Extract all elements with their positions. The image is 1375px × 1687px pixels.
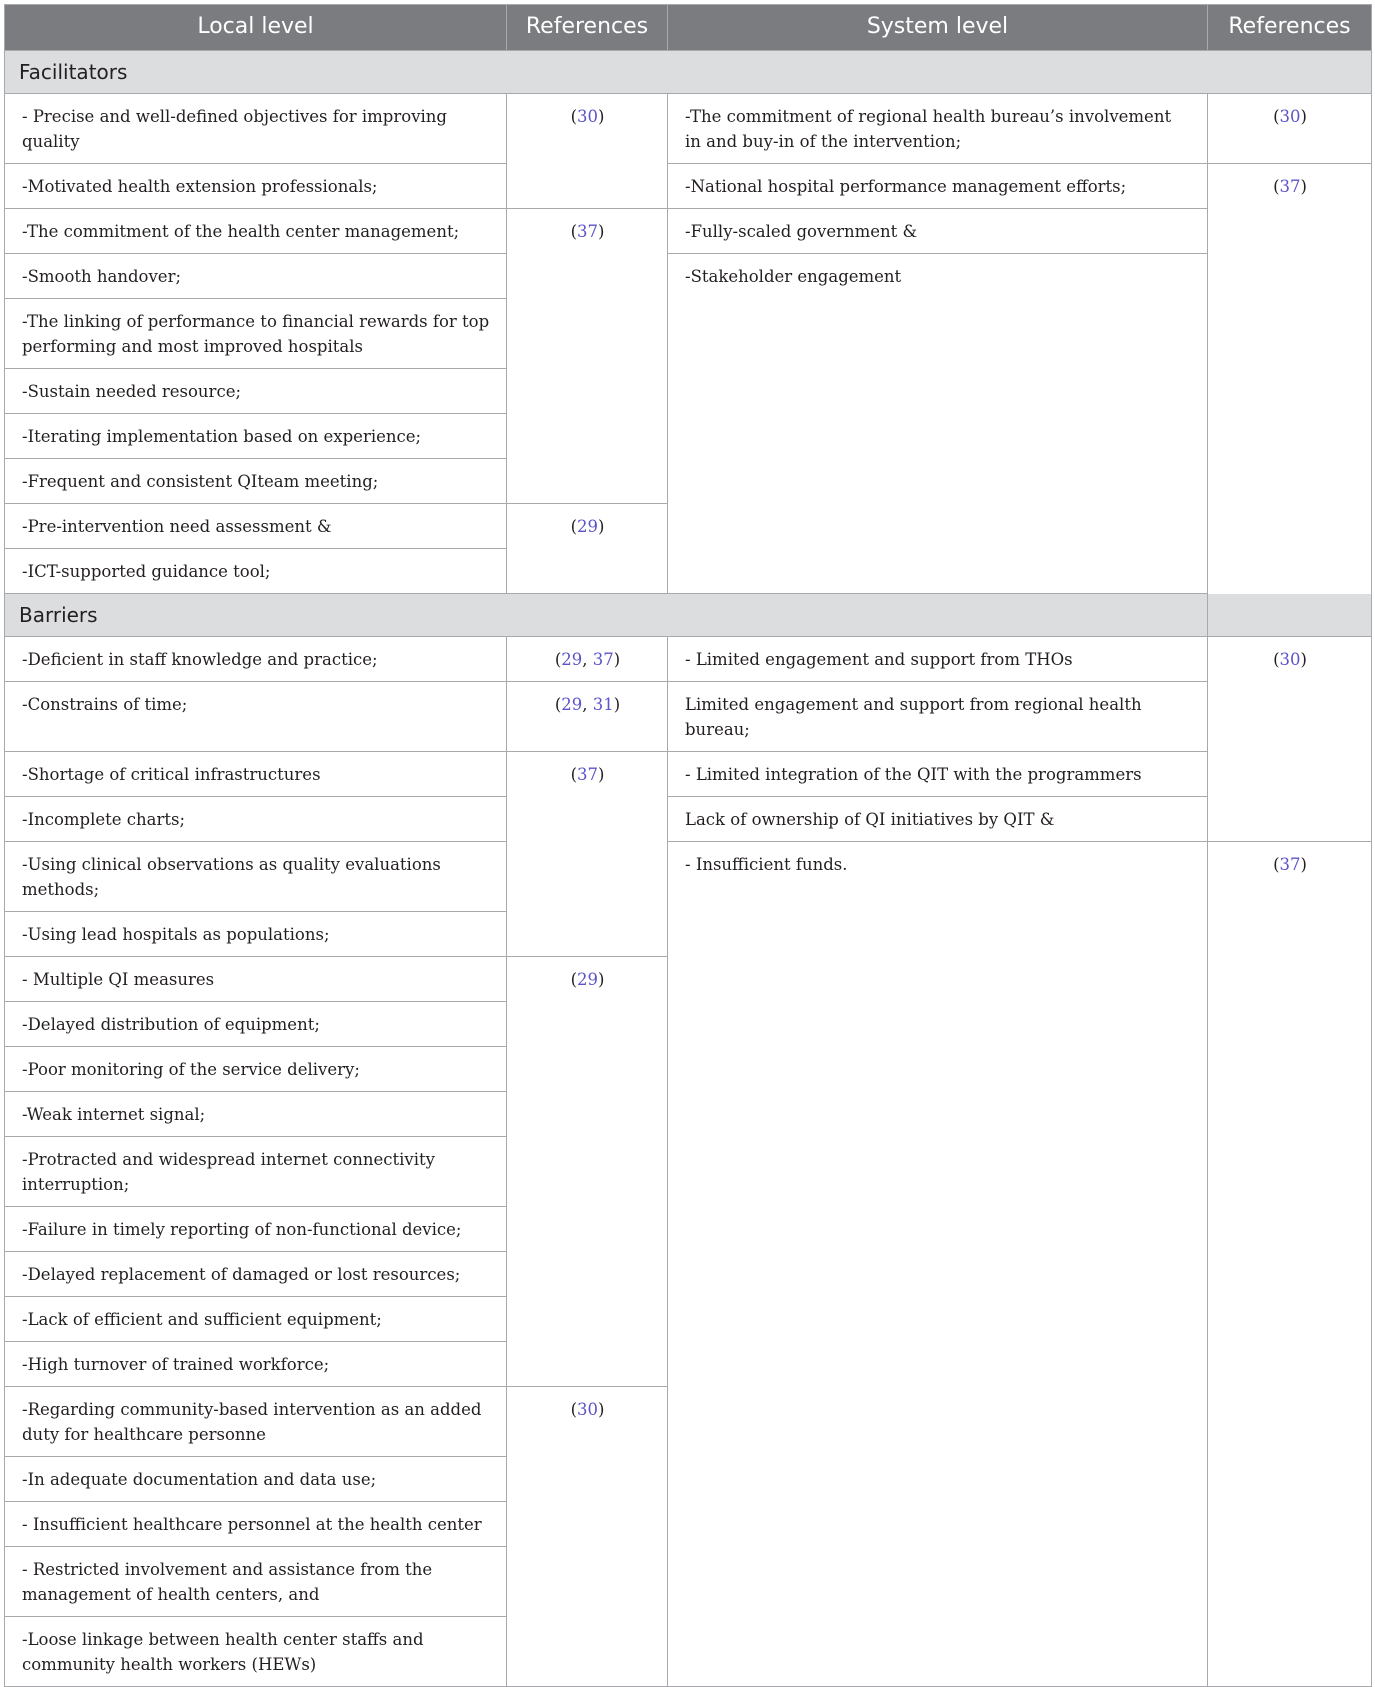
local-barrier: -Poor monitoring of the service delivery; (5, 1047, 507, 1092)
reference-paren-close: ) (598, 765, 605, 784)
reference-cell (507, 957, 668, 1387)
reference-paren-open: ( (570, 1400, 577, 1419)
reference-paren-open: ( (1273, 107, 1280, 126)
system-barrier: - Insufficient funds. (668, 842, 1208, 1687)
header-row (5, 5, 1372, 51)
system-facilitator: -Fully-scaled government & (668, 209, 1208, 254)
local-barrier: -Lack of efficient and sufficient equipment; (5, 1297, 507, 1342)
local-barrier: -Using lead hospitals as populations; (5, 912, 507, 957)
reference-link[interactable]: 30 (1279, 650, 1301, 669)
local-barrier: - Insufficient healthcare personnel at the health center (5, 1502, 507, 1547)
reference-cell (1208, 94, 1372, 164)
reference-paren-open: ( (554, 695, 562, 714)
local-facilitator: -ICT-supported guidance tool; (5, 549, 507, 594)
table-row (5, 682, 1372, 752)
local-facilitator: -Smooth handover; (5, 254, 507, 299)
table-row (5, 209, 1372, 254)
system-barrier: - Limited integration of the QIT with the programmers (668, 752, 1208, 797)
reference-paren-close: ) (598, 970, 605, 989)
reference-link[interactable]: 30 (577, 1400, 598, 1419)
local-barrier: - Restricted involvement and assistance from the management of health centers, and (5, 1547, 507, 1617)
local-barrier: -Incomplete charts; (5, 797, 507, 842)
reference-link[interactable]: 37 (577, 222, 598, 241)
reference-paren-open: ( (1273, 177, 1280, 196)
local-facilitator: -Pre-intervention need assessment & (5, 504, 507, 549)
reference-cell (1208, 164, 1372, 637)
reference-cell (507, 1387, 668, 1687)
reference-cell (507, 504, 668, 594)
reference-paren-open: ( (570, 222, 577, 241)
header-references-local: References (507, 5, 668, 51)
system-facilitator: -Stakeholder engagement (668, 254, 1208, 594)
section-title-barriers: Barriers (5, 594, 1372, 637)
local-barrier: -Deficient in staff knowledge and practice; (5, 637, 507, 682)
reference-paren-close: ) (1300, 177, 1307, 196)
local-facilitator: - Precise and well-defined objectives for improving quality (5, 94, 507, 164)
reference-separator: , (582, 695, 593, 714)
local-facilitator: -Iterating implementation based on experience; (5, 414, 507, 459)
reference-link[interactable]: 37 (1279, 855, 1301, 874)
reference-cell (507, 94, 668, 209)
local-facilitator: -The linking of performance to financial rewards for top performing and most improved hospitals (5, 299, 507, 369)
table-row (5, 752, 1372, 797)
reference-cell (1208, 637, 1372, 842)
table-row (5, 254, 1372, 299)
header-local-level: Local level (5, 5, 507, 51)
reference-paren-close: ) (1300, 650, 1307, 669)
reference-paren-close: ) (613, 650, 621, 669)
local-barrier: -Constrains of time; (5, 682, 507, 752)
local-barrier: -Weak internet signal; (5, 1092, 507, 1137)
reference-paren-close: ) (598, 222, 605, 241)
reference-separator: , (582, 650, 593, 669)
reference-paren-close: ) (613, 695, 621, 714)
table-container (4, 4, 1371, 1687)
reference-link[interactable]: 37 (592, 650, 614, 669)
reference-paren-close: ) (598, 517, 605, 536)
header-system-level: System level (668, 5, 1208, 51)
local-facilitator: -Frequent and consistent QIteam meeting; (5, 459, 507, 504)
section-row-facilitators (5, 51, 1372, 94)
local-barrier: -Shortage of critical infrastructures (5, 752, 507, 797)
local-facilitator: -Motivated health extension professionals; (5, 164, 507, 209)
reference-paren-open: ( (1273, 855, 1280, 874)
local-barrier: -In adequate documentation and data use; (5, 1457, 507, 1502)
reference-cell (1208, 842, 1372, 1687)
local-barrier: -Delayed replacement of damaged or lost resources; (5, 1252, 507, 1297)
table-row (5, 94, 1372, 164)
system-barrier: - Limited engagement and support from THOs (668, 637, 1208, 682)
section-row-barriers (5, 594, 1372, 637)
reference-paren-open: ( (570, 517, 577, 536)
reference-cell (507, 682, 668, 752)
table-row (5, 164, 1372, 209)
reference-paren-open: ( (570, 970, 577, 989)
reference-cell (507, 752, 668, 957)
reference-link[interactable]: 31 (592, 695, 614, 714)
reference-paren-open: ( (554, 650, 562, 669)
reference-cell (507, 209, 668, 504)
reference-cell (507, 637, 668, 682)
local-facilitator: -The commitment of the health center management; (5, 209, 507, 254)
facilitators-barriers-table (4, 4, 1372, 1687)
table-row (5, 842, 1372, 912)
local-facilitator: -Sustain needed resource; (5, 369, 507, 414)
reference-link[interactable]: 30 (1279, 107, 1301, 126)
reference-paren-close: ) (1300, 107, 1307, 126)
reference-link[interactable]: 29 (577, 517, 598, 536)
table-row (5, 797, 1372, 842)
local-barrier: -Using clinical observations as quality evaluations methods; (5, 842, 507, 912)
reference-paren-close: ) (598, 107, 605, 126)
local-barrier: -Delayed distribution of equipment; (5, 1002, 507, 1047)
reference-paren-close: ) (598, 1400, 605, 1419)
header-references-system: References (1208, 5, 1372, 51)
system-facilitator: -National hospital performance management efforts; (668, 164, 1208, 209)
system-facilitator: -The commitment of regional health bureau’s involvement in and buy-in of the intervention; (668, 94, 1208, 164)
reference-link[interactable]: 29 (577, 970, 598, 989)
reference-paren-open: ( (1273, 650, 1280, 669)
reference-link[interactable]: 29 (561, 695, 583, 714)
table-row (5, 637, 1372, 682)
local-barrier: - Multiple QI measures (5, 957, 507, 1002)
reference-link[interactable]: 37 (1279, 177, 1301, 196)
reference-paren-open: ( (570, 765, 577, 784)
reference-paren-open: ( (570, 107, 577, 126)
local-barrier: -Loose linkage between health center staffs and community health workers (HEWs) (5, 1617, 507, 1687)
reference-paren-close: ) (1300, 855, 1307, 874)
reference-link[interactable]: 37 (577, 765, 598, 784)
system-barrier: Limited engagement and support from regional health bureau; (668, 682, 1208, 752)
local-barrier: -Failure in timely reporting of non-functional device; (5, 1207, 507, 1252)
reference-link[interactable]: 29 (561, 650, 583, 669)
reference-link[interactable]: 30 (577, 107, 598, 126)
local-barrier: -Regarding community-based intervention as an added duty for healthcare personne (5, 1387, 507, 1457)
section-title-facilitators: Facilitators (5, 51, 1372, 94)
local-barrier: -Protracted and widespread internet connectivity interruption; (5, 1137, 507, 1207)
local-barrier: -High turnover of trained workforce; (5, 1342, 507, 1387)
system-barrier: Lack of ownership of QI initiatives by QIT & (668, 797, 1208, 842)
